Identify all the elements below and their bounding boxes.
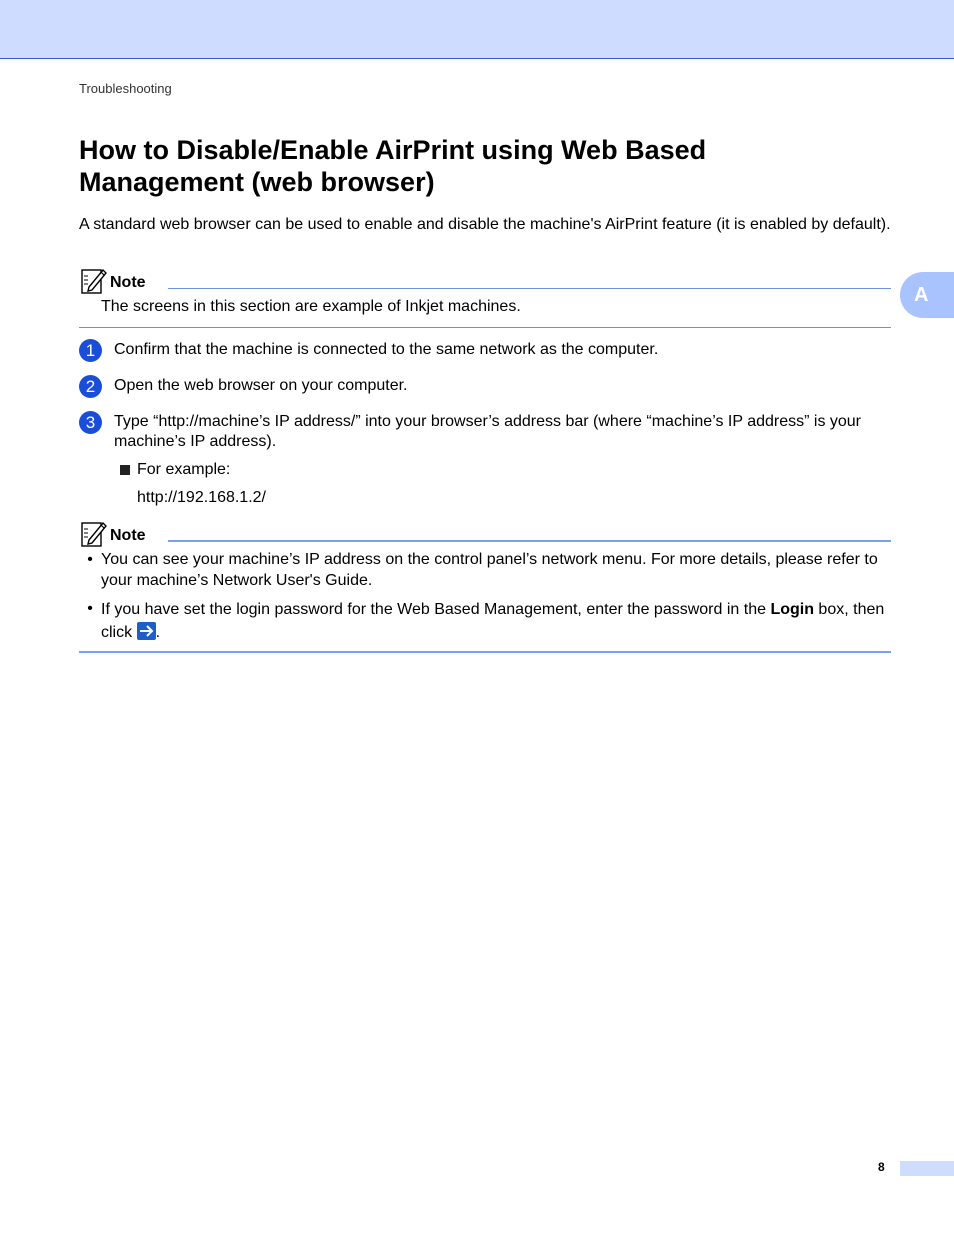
note-header [79, 267, 146, 295]
step-item [79, 376, 891, 398]
note-label: Note [110, 274, 146, 291]
note-text: The screens in this section are example of Inkjet machines. [101, 298, 521, 315]
footer-band [900, 1161, 954, 1176]
arrow-right-icon [137, 622, 156, 640]
note-bottom-divider [79, 327, 891, 328]
example-url: http://192.168.1.2/ [137, 489, 266, 506]
note-header [79, 520, 146, 548]
bullet-dot: • [87, 600, 93, 617]
header-band [0, 0, 954, 59]
login-label: Login [770, 601, 814, 618]
step-text: Open the web browser on your computer. [114, 377, 408, 394]
note-bottom-divider [79, 651, 891, 653]
note-pencil-icon [79, 520, 107, 548]
page-number: 8 [878, 1160, 885, 1174]
numbered-circle-icon: 2 [79, 375, 102, 398]
appendix-tab: A [900, 272, 954, 318]
intro-paragraph: A standard web browser can be used to enable and disable the machine's AirPrint feature (it is enabled by default). [79, 216, 891, 233]
list-item [79, 598, 891, 644]
note-divider [168, 288, 891, 289]
example-label: For example: [137, 461, 231, 478]
step-item [79, 340, 891, 362]
breadcrumb: Troubleshooting [79, 81, 172, 96]
note-item-text [101, 598, 891, 644]
bullet-dot: • [87, 551, 93, 568]
step-item [79, 412, 891, 452]
note-label: Note [110, 527, 146, 544]
list-item [79, 549, 891, 591]
example-bullet [120, 461, 230, 479]
note-divider [168, 540, 891, 542]
step-text: Confirm that the machine is connected to the same network as the computer. [114, 341, 659, 358]
note-pencil-icon [79, 267, 107, 295]
note-text-part: box, then click [101, 601, 885, 641]
note-text-part: . [155, 624, 161, 641]
square-bullet-icon [120, 465, 130, 475]
numbered-circle-icon: 1 [79, 339, 102, 362]
note-item-text: You can see your machine’s IP address on the control panel’s network menu. For more details, please refer to your machine’s Network User's Guide. [101, 551, 878, 589]
page-title: How to Disable/Enable AirPrint using Web Based Management (web browser) [79, 135, 707, 197]
numbered-circle-icon: 3 [79, 411, 102, 434]
step-text: Type “http://machine’s IP address/” into your browser’s address bar (where “machine’s IP address” is your machine’s IP address). [114, 413, 862, 450]
note-text-part: If you have set the login password for the Web Based Management, enter the password in the [101, 601, 771, 618]
